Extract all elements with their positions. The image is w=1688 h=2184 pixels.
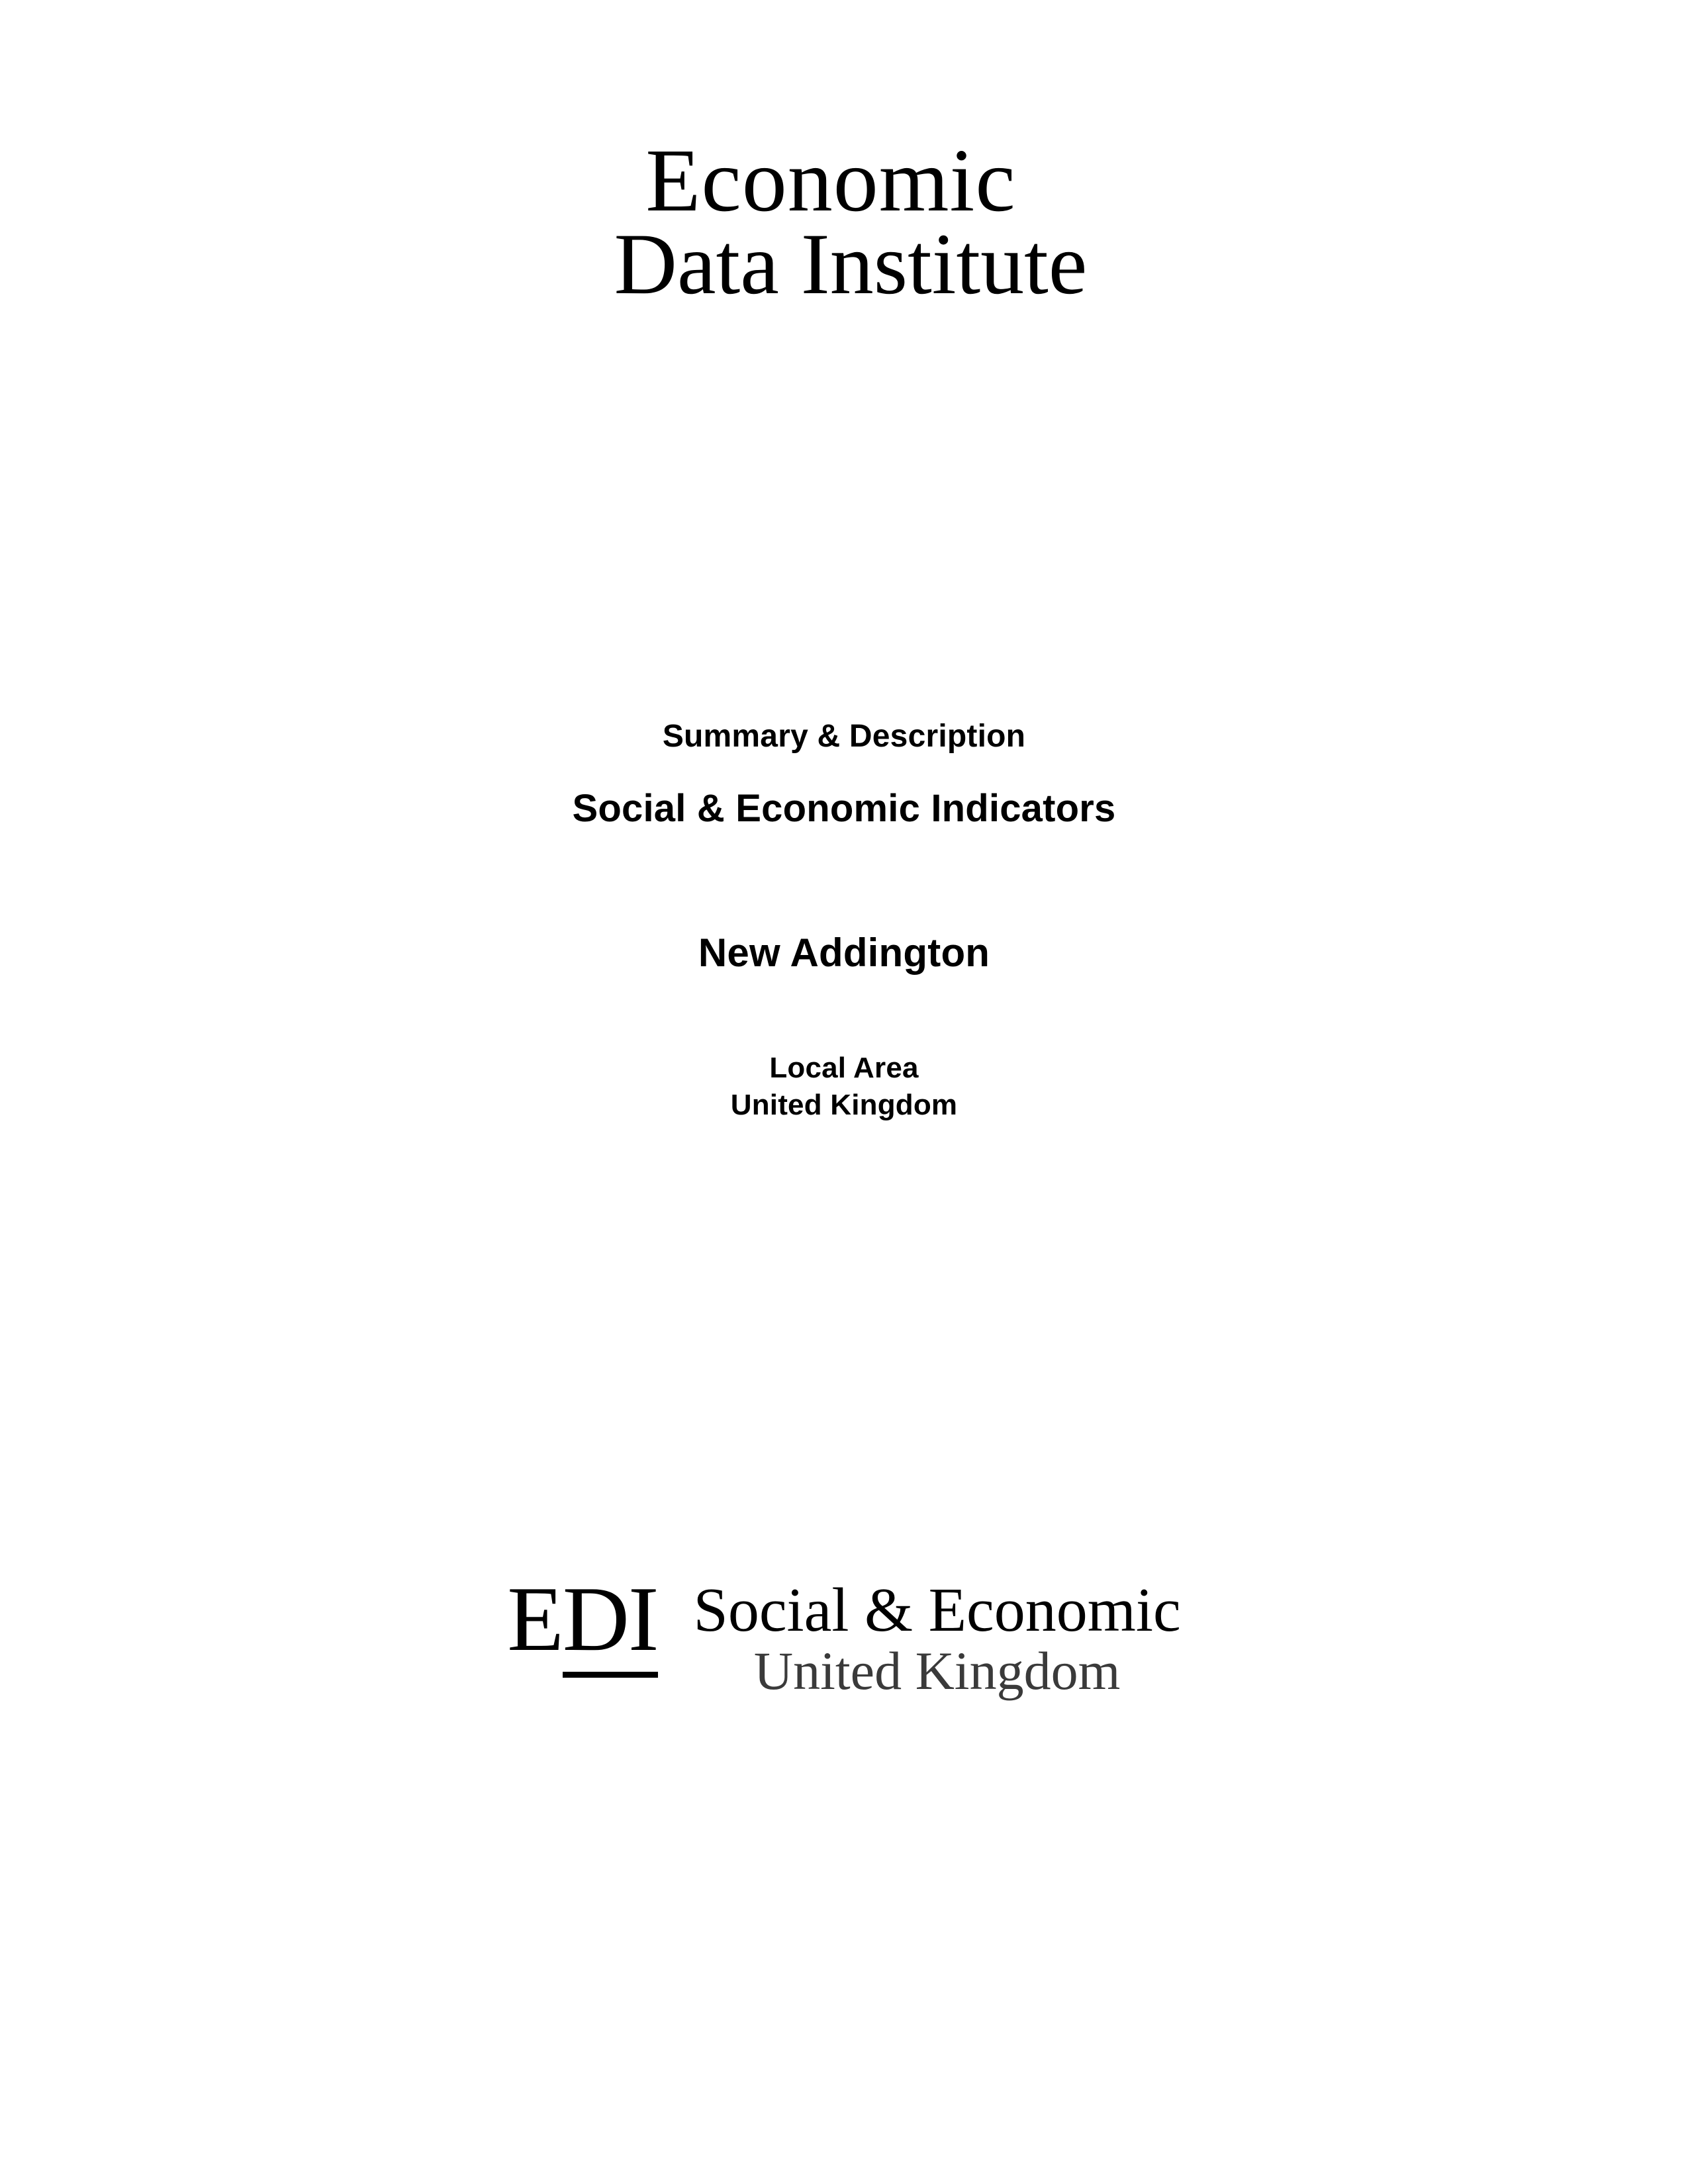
publisher-logo-line-2: Data Institute: [614, 215, 1088, 312]
area-geography: [0, 1050, 1688, 1124]
area-name: New Addington: [698, 931, 990, 975]
edi-footer-logo: [0, 1568, 1688, 1701]
edi-tagline-line-2: United Kingdom: [753, 1641, 1121, 1701]
edi-acronym: [507, 1568, 658, 1670]
edi-tagline: [693, 1576, 1181, 1701]
edi-tagline-line-1: Social & Economic: [693, 1576, 1181, 1645]
edi-acronym-di: DI: [563, 1568, 658, 1678]
report-subtitle: Summary & Description: [662, 719, 1026, 754]
country-label: United Kingdom: [730, 1089, 958, 1122]
title-block: [0, 718, 1688, 1124]
report-title: Social & Economic Indicators: [572, 787, 1116, 830]
publisher-logo-line-1: Economic: [645, 131, 1016, 230]
publisher-logo: [0, 131, 1688, 312]
edi-acronym-e: E: [507, 1568, 563, 1670]
area-type-label: Local Area: [769, 1052, 919, 1084]
